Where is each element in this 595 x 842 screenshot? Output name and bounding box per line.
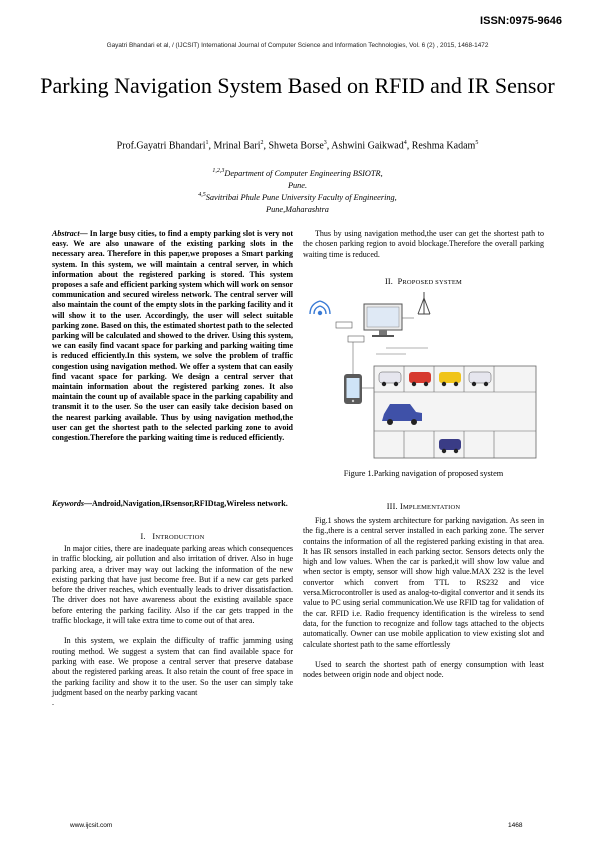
author-sup: 4 [403,140,407,146]
parking-system-figure [306,288,540,466]
implementation-body [303,516,544,680]
affiliation-2: $^{4,5}$Savitribai Phule Pune University Faculty of Engineering, Pune,Maharashtra [198,192,397,214]
author-name: Mrinal Bari [213,140,261,152]
introduction-body [52,544,293,708]
paragraph: . [52,698,54,708]
figure-caption: Figure 1.Parking navigation of proposed system [343,469,504,478]
author-name: Ashwini Gaikwad [331,140,404,152]
paragraph: In this system, we explain the difficulty of traffic jamming using routing method. We suggest a system that can find available space for parking with ease. We propose a central server that preserve database about the registered parking areas. It also retain the count of free space in the parking facility and show it to the user. So the user can simply take judgment based on the nearby parking vacant [52,636,293,697]
wireless-signal-icon [310,301,330,315]
author-sup: 3 [323,140,327,146]
proposed-intro-paragraph: Thus by using navigation method,the user can get the shortest path to the chosen parking region to avoid blockage.Therefore the overall parking waiting time is reduced. [303,229,544,259]
author-sup: 5 [475,140,479,146]
abstract-lead: Abstract [52,229,80,238]
footer-website: www.ijcsit.com [70,822,113,829]
section-heading-proposed-system: II. PROPOSED SYSTEM [384,277,463,286]
author-name: Prof.Gayatri Bhandari [116,140,206,152]
author-sup: 1 [205,140,209,146]
keywords: Keywords—Android,Navigation,IRsensor,RFIDtag,Wireless network. [52,499,288,508]
author-list: Prof.Gayatri Bhandari$^1$, Mrinal Bari$^2$, Shweta Borse$^3$, Ashwini Gaikwad$^4$, Reshma Kadam$^5$ [116,140,479,152]
author-sup: 2 [260,140,264,146]
running-head: Gayatri Bhandari et al, / (IJCSIT) International Journal of Computer Science and Information Technologies, Vol. 6 (2) , 2015, 1468-1472 [106,42,489,49]
mobile-phone-icon [344,374,362,404]
paragraph: Used to search the shortest path of energy consumption with least nodes between origin node and object node. [303,659,544,680]
footer-page-number: 1468 [508,822,523,829]
section-heading-introduction: I. INTRODUCTION [140,532,205,541]
issn: ISSN:0975-9646 [480,15,562,27]
paragraph: In major cities, there are inadequate parking areas which consequences in traffic blocking, air pollution and also irritation of driver. Also in huge parking area, a driver may way out lacking the information of the new existing parking that have just become free. But if a new car gets parked before the driver reaches, which eventually leads to driver dissatisfaction. The driver does not have awareness about the existing available space before entering the parking facility. Also if the car gets trapped in the traffic blockage, it will take extra time to come out of that area. [52,544,293,626]
author-name: Reshma Kadam [411,140,476,152]
author-name: Shweta Borse [268,140,324,152]
antenna-tower-icon [418,292,430,314]
affiliation-1: $^{1,2,3}$Department of Computer Engineering BSIOTR, Pune. [212,168,383,190]
server-monitor-icon [364,304,402,337]
section-heading-implementation: III. IMPLEMENTATION [386,502,461,511]
abstract-text: — In large busy cities, to find a empty parking slot is very not easy. We are also unaware of the existing parking slots in the necessary area. Therefore in this paper,we proposes a Smart parking system. In this system, we will maintain a central server, in which information about the registered parking is stored. This system proposes a safe and efficient parking system which will work on sensor communication and secured wireless network. The central server will also maintain the count of the empty slots in the parking facility and it will show it to the user. Accordingly, the user will select suitable parking zone. Based on this, the estimated shortest path to the selected parking will be calculated and showed to the driver. Using this system, we can easily find vacant space for parking and parking waiting time is reduced efficiently.In this system, we solve the problem of traffic congestion using navigation method. We offer a system that can easily find vacant space for parking. We design a central server that maintain information about the registered parking zones. It also maintain the count up of available space in the parking capability and transmit it to the user. So the user can easily take decision based on the nearest parking available. Thus by using navigation method,the user can get the shortest path to the selected parking zone to avoid congestion.Therefore the parking waiting time is reduced efficiently. [52,229,293,443]
abstract [52,229,293,443]
module-box-icon [336,322,364,342]
paper-title: Parking Navigation System Based on RFID and IR Sensor [40,73,555,98]
paragraph: Fig.1 shows the system architecture for parking navigation. As seen in the fig.,there is a central server installed in each parking zone. The server contains the information of all the registered parking existing in that area. It has IR sensors installed in each parking sector. Sensors detects only the high and low values. When the car is parked,it will show low value and when sector is empty, sensor will show high value.MAX 232 is the level convertor which convert from TTL to RS232 and vice versa.Microcontroller is used as analog-to-digital convertor and it sends its value to PC using serial communication.We use RFID tag for validation of the car. RFID i.e. Radio frequency identification is the wireless to send data, for the function to recognize and follow tags attached to the objects automatically. Owner can use mobile application to view existing slot and calculate shortest path to the same effortlessly [303,516,544,649]
